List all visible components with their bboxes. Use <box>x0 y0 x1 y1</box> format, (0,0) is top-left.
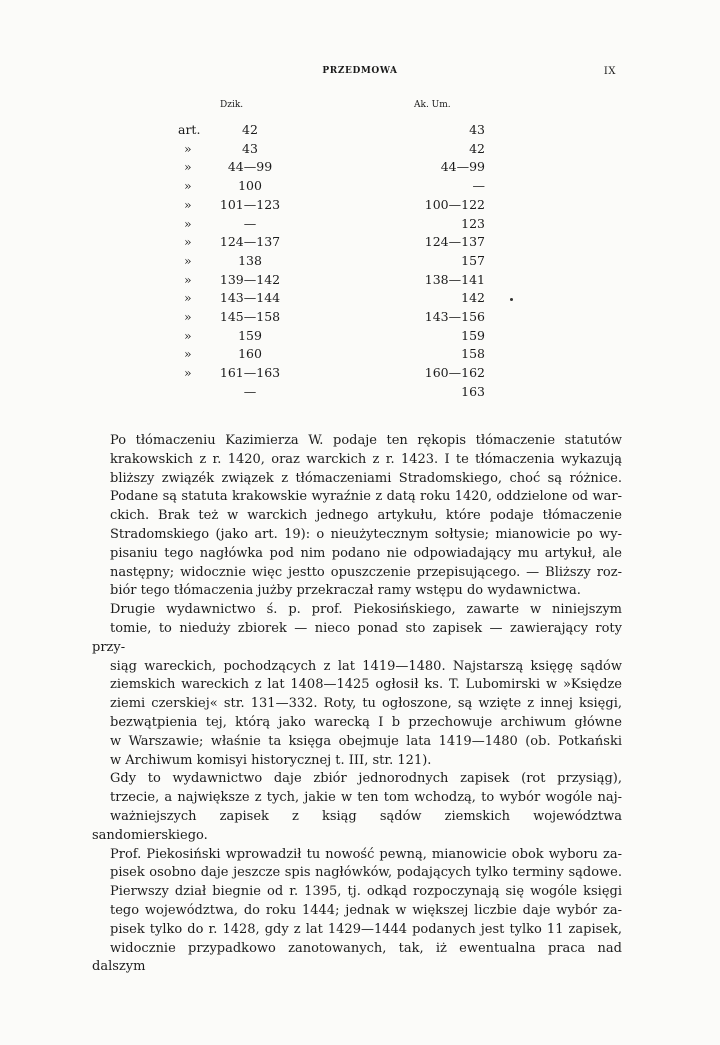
page-number: IX <box>603 66 616 77</box>
ak-um-article: 142 <box>461 290 485 306</box>
dzik-article: 124—137 <box>219 234 281 250</box>
row-mark: » <box>184 140 192 156</box>
row-mark: » <box>184 327 192 343</box>
concordance-row <box>170 309 500 327</box>
dzik-article: 101—123 <box>219 196 281 212</box>
text-line: ważniejszych zapisek z ksiąg sądów ziemskich województwa sandomierskiego. <box>92 808 622 843</box>
ak-um-article: 159 <box>461 327 485 343</box>
dzik-article: 161—163 <box>219 365 281 381</box>
text-line: Stradomskiego (jako art. 19): o nieużytecznym sołtysie; mianowicie po wy- <box>110 526 622 542</box>
text-line: krakowskich z r. 1420, oraz warckich z r. 1423. I te tłómaczenia wykazują <box>110 451 622 467</box>
row-mark: » <box>184 290 192 306</box>
ak-um-article: 143—156 <box>424 309 485 324</box>
text-line: w Archiwum komisyi historycznej t. III, str. 121). <box>110 752 432 768</box>
dzik-article: 138 <box>238 252 262 268</box>
text-line: pisaniu tego nagłówka pod nim podano nie odpowiadający mu artykuł, ale <box>110 545 622 561</box>
text-line: Gdy to wydawnictwo daje zbiór jednorodnych zapisek (rot przysiąg), <box>110 771 622 787</box>
row-mark: » <box>184 196 192 212</box>
text-line: Drugie wydawnictwo ś. p. prof. Piekosińskiego, zawarte w niniejszym <box>110 602 622 618</box>
concordance-row <box>170 197 500 215</box>
text-line: ckich. Brak też w warckich jednego artykułu, które podaje tłómaczenie <box>110 508 622 524</box>
text-line: biór tego tłómaczenia jużby przekraczał ramy wstępu do wydawnictwa. <box>110 583 581 599</box>
concordance-row <box>170 384 500 402</box>
concordance-row <box>170 290 500 308</box>
text-line: tomie, to nieduży zbiorek — nieco ponad sto zapisek — zawierający roty przy- <box>92 620 622 655</box>
text-line: tego województwa, do roku 1444; jednak w większej liczbie daje wybór za- <box>110 902 622 918</box>
row-mark: » <box>184 252 192 268</box>
concordance-row <box>170 365 500 383</box>
concordance-row <box>170 346 500 364</box>
text-line: Prof. Piekosiński wprowadził tu nowość pewną, mianowicie obok wyboru za- <box>110 846 622 862</box>
text-line: siąg wareckich, pochodzących z lat 1419—1480. Najstarszą księgę sądów <box>110 658 622 674</box>
row-mark: art. <box>178 122 201 137</box>
concordance-row <box>170 122 500 140</box>
ak-um-article: 100—122 <box>424 196 485 212</box>
running-title: PRZEDMOWA <box>322 66 398 76</box>
ak-um-article: 157 <box>461 252 485 268</box>
row-mark: » <box>184 215 192 231</box>
dzik-article: 100 <box>238 178 262 194</box>
concordance-row <box>170 328 500 346</box>
ak-um-article: 123 <box>461 215 485 231</box>
text-line: bliższy związék związek z tłómaczeniami Stradomskiego, choć są różnice. <box>110 470 622 486</box>
body-text <box>92 432 622 977</box>
margin-dot <box>510 298 513 301</box>
row-mark: » <box>184 159 192 175</box>
text-line: Po tłómaczeniu Kazimierza W. podaje ten rękopis tłómaczenie statutów <box>110 433 622 448</box>
column-header-dzik: Dzik. <box>220 100 244 110</box>
text-line: ziemskich wareckich z lat 1408—1425 ogłosił ks. T. Lubomirski w »Księdze <box>110 677 622 693</box>
text-line: trzecie, a największe z tych, jakie w ten tom wchodzą, to wybór wogóle naj- <box>110 790 622 806</box>
paragraph-3 <box>92 770 622 977</box>
text-line: następny; widocznie więc jestto opuszczenie przepisującego. — Bliższy roz- <box>110 564 622 580</box>
running-header <box>0 66 720 82</box>
concordance-row <box>170 272 500 290</box>
ak-um-article: 158 <box>461 346 485 362</box>
dzik-article: 143—144 <box>219 290 281 306</box>
text-line: pisek tylko do r. 1428, gdy z lat 1429—1444 podanych jest tylko 11 zapisek, <box>110 921 622 937</box>
dzik-article: — <box>243 215 257 231</box>
concordance-row <box>170 253 500 271</box>
concordance-row <box>170 216 500 234</box>
row-mark: » <box>184 271 192 287</box>
text-line: widocznie przypadkowo zanotowanych, tak, iż ewentualna praca nad dalszym <box>92 940 622 975</box>
row-mark: » <box>184 178 192 194</box>
row-mark: » <box>184 309 192 324</box>
row-mark: » <box>184 365 192 381</box>
paragraph-1 <box>92 432 622 601</box>
row-mark: » <box>184 234 192 250</box>
dzik-article: 42 <box>242 122 258 137</box>
ak-um-article: 163 <box>461 383 485 399</box>
text-line: w Warszawie; właśnie ta księga obejmuje lata 1419—1480 (ob. Potkański <box>110 733 622 749</box>
ak-um-article: 44—99 <box>440 159 485 175</box>
text-line: pisek osobno daje jeszcze spis nagłówków, podających tylko terminy sądowe. <box>110 865 622 881</box>
ak-um-article: 160—162 <box>424 365 485 381</box>
text-line: bezwątpienia tej, którą jako warecką I b przechowuje archiwum główne <box>110 714 622 730</box>
row-mark: » <box>184 346 192 362</box>
ak-um-article: — <box>472 178 485 194</box>
text-line: Pierwszy dział biegnie od r. 1395, tj. odkąd rozpoczynają się wogóle księgi <box>110 884 622 900</box>
dzik-article: 160 <box>238 346 262 362</box>
concordance-row <box>170 178 500 196</box>
concordance-row <box>170 159 500 177</box>
concordance-row <box>170 234 500 252</box>
column-header-ak-um: Ak. Um. <box>414 100 451 110</box>
dzik-article: 44—99 <box>227 159 273 175</box>
ak-um-article: 43 <box>469 122 485 137</box>
dzik-article: 43 <box>242 140 258 156</box>
ak-um-article: 124—137 <box>424 234 485 250</box>
dzik-article: 145—158 <box>219 309 281 324</box>
concordance-row <box>170 141 500 159</box>
dzik-article: 139—142 <box>219 271 281 287</box>
paragraph-2 <box>92 601 622 770</box>
ak-um-article: 42 <box>469 140 485 156</box>
dzik-article: 159 <box>238 327 262 343</box>
ak-um-article: 138—141 <box>424 271 485 287</box>
text-line: ziemi czerskiej« str. 131—332. Roty, tu ogłoszone, są wzięte z innej księgi, <box>110 696 622 712</box>
dzik-article: — <box>243 383 257 399</box>
text-line: Podane są statuta krakowskie wyraźnie z datą roku 1420, oddzielone od war- <box>110 489 622 505</box>
